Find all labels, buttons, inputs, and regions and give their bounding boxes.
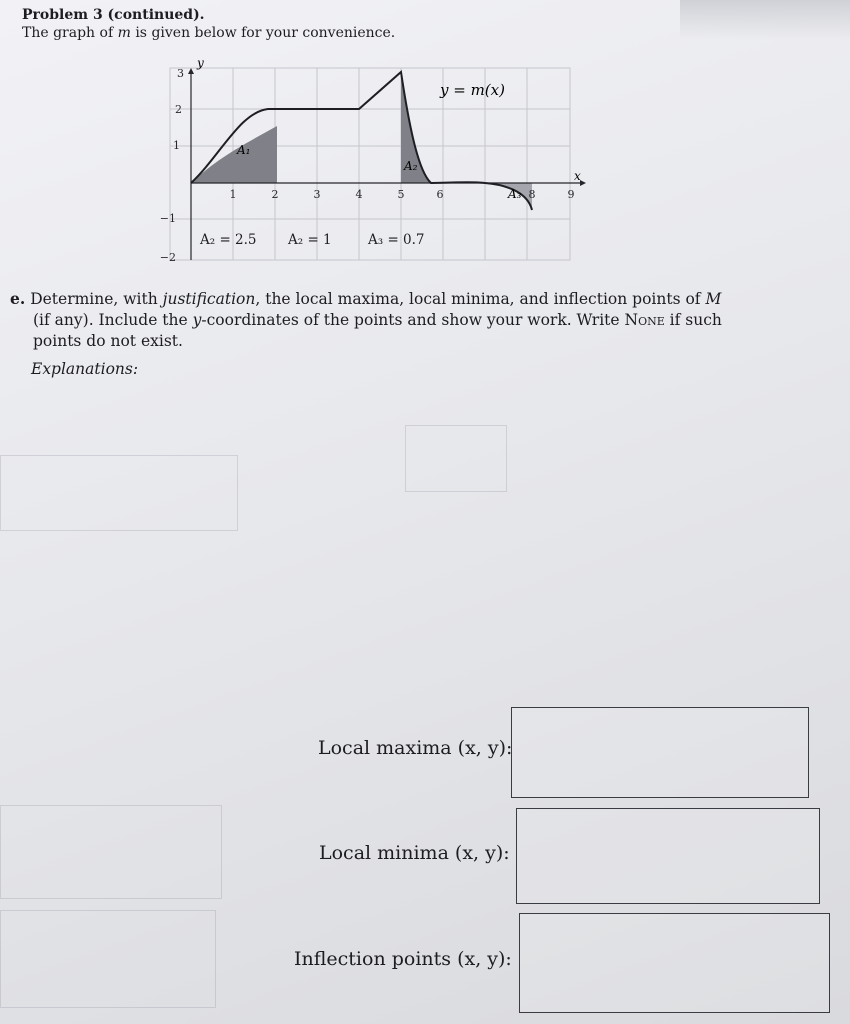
x-tick-label: 9 bbox=[567, 188, 575, 201]
graph-of-m bbox=[140, 52, 590, 272]
region-label-a2: A₂ bbox=[404, 159, 418, 173]
page-corner-shadow bbox=[680, 0, 850, 40]
part-e-prompt bbox=[10, 288, 780, 352]
area-note: A₃ = 0.7 bbox=[368, 232, 425, 248]
problem-header bbox=[22, 6, 395, 42]
x-tick-label: 4 bbox=[355, 188, 363, 201]
x-axis-label: x bbox=[574, 169, 581, 183]
area-note: A₂ = 1 bbox=[288, 232, 332, 248]
x-tick-label: 5 bbox=[397, 188, 405, 201]
x-tick-label: 8 bbox=[528, 188, 536, 201]
shaded-region-a1 bbox=[191, 126, 277, 183]
part-e-line-3: points do not exist. bbox=[33, 332, 183, 350]
bleed-through-box bbox=[405, 425, 507, 492]
y-axis-label: y bbox=[197, 56, 204, 70]
bleed-through-box bbox=[0, 805, 222, 899]
y-tick-label: −1 bbox=[159, 212, 176, 225]
part-e-line-2: (if any). Include the y-coordinates of the points and show your work. Write None if such bbox=[33, 311, 722, 329]
y-tick-label: −2 bbox=[159, 251, 176, 264]
y-tick-labels bbox=[160, 67, 184, 264]
inflection-points-answer-box[interactable] bbox=[519, 913, 830, 1013]
area-notes bbox=[199, 232, 425, 248]
region-label-a3: A₃ bbox=[508, 187, 522, 201]
explanations-label: Explanations: bbox=[31, 360, 139, 378]
y-tick-label: 3 bbox=[177, 67, 184, 80]
local-maxima-answer-box[interactable] bbox=[511, 707, 809, 798]
part-e-line-1: e. Determine, with justification, the local maxima, local minima, and inflection points of M bbox=[10, 289, 722, 308]
y-tick-label: 2 bbox=[175, 103, 182, 116]
local-minima-answer-box[interactable] bbox=[516, 808, 820, 904]
area-note: A₂ = 2.5 bbox=[200, 232, 257, 248]
y-tick-label: 1 bbox=[173, 139, 180, 152]
local-maxima-label: Local maxima (x, y): bbox=[318, 737, 513, 759]
bleed-through-box bbox=[0, 910, 216, 1008]
x-tick-label: 6 bbox=[436, 188, 444, 201]
curve-label: y = m(x) bbox=[440, 81, 505, 99]
x-tick-label: 1 bbox=[229, 188, 237, 201]
local-minima-label: Local minima (x, y): bbox=[319, 842, 510, 864]
region-label-a1: A₁ bbox=[237, 143, 251, 157]
x-tick-label: 3 bbox=[313, 188, 321, 201]
inflection-points-label: Inflection points (x, y): bbox=[294, 948, 512, 970]
y-axis-arrowhead bbox=[188, 68, 194, 74]
problem-intro: The graph of m is given below for your convenience. bbox=[22, 25, 396, 41]
x-tick-label: 2 bbox=[271, 188, 279, 201]
problem-title: Problem 3 (continued). bbox=[22, 7, 205, 23]
x-axis-arrowhead bbox=[580, 180, 586, 186]
bleed-through-box bbox=[0, 455, 238, 531]
